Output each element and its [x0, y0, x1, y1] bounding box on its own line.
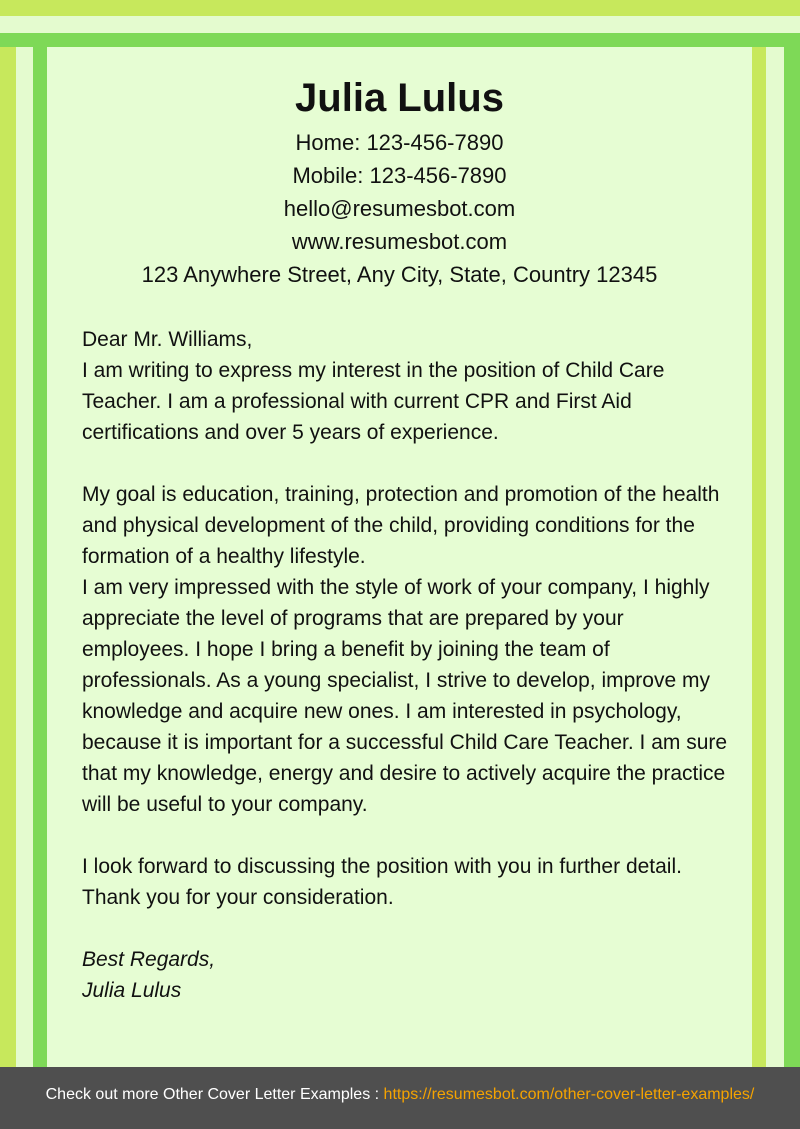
paragraph-goal: My goal is education, training, protection and promotion of the health and physical development of the child, providing conditions for the formation of a healthy lifestyle. [82, 483, 720, 568]
left-border-green [33, 47, 47, 1067]
right-border-light [752, 47, 766, 1067]
paragraph-closing: I look forward to discussing the position with you in further detail. Thank you for your consideration. [82, 855, 682, 909]
top-border-green [0, 33, 800, 47]
signature-name: Julia Lulus [82, 979, 182, 1002]
paragraph-spacer [82, 448, 732, 479]
email-address: hello@resumesbot.com [283, 196, 516, 221]
paragraph-spacer [82, 820, 732, 851]
street-address: 123 Anywhere Street, Any City, State, Country 12345 [141, 262, 658, 287]
footer-link[interactable]: https://resumesbot.com/other-cover-letter-examples/ [383, 1086, 755, 1103]
letter-header [47, 70, 752, 291]
mobile-phone: Mobile: 123-456-7890 [292, 163, 507, 188]
footer-text: Check out more Other Cover Letter Examples : [45, 1086, 384, 1103]
left-border-light [0, 47, 16, 1067]
right-border-green [784, 47, 800, 1067]
paragraph-intro: I am writing to express my interest in the position of Child Care Teacher. I am a professional with current CPR and First Aid certifications and over 5 years of experience. [82, 359, 665, 444]
top-border-light [0, 0, 800, 16]
paragraph-spacer [82, 913, 732, 944]
applicant-name: Julia Lulus [295, 76, 504, 120]
website: www.resumesbot.com [291, 229, 508, 254]
home-phone: Home: 123-456-7890 [295, 130, 504, 155]
closing-phrase: Best Regards, [82, 948, 216, 971]
top-border-gap [0, 16, 800, 33]
paragraph-company: I am very impressed with the style of work of your company, I highly appreciate the level of programs that are prepared by your employees. I hope I bring a benefit by joining the team of professionals. As a young specialist, I strive to develop, improve my knowledge and acquire new ones. I am interested in psychology, because it is important for a successful Child Care Teacher. I am sure that my knowledge, energy and desire to actively acquire the practice will be useful to your company. [82, 576, 728, 816]
footer-bar [0, 1067, 800, 1129]
salutation: Dear Mr. Williams, [82, 328, 253, 351]
letter-body [82, 324, 732, 1006]
